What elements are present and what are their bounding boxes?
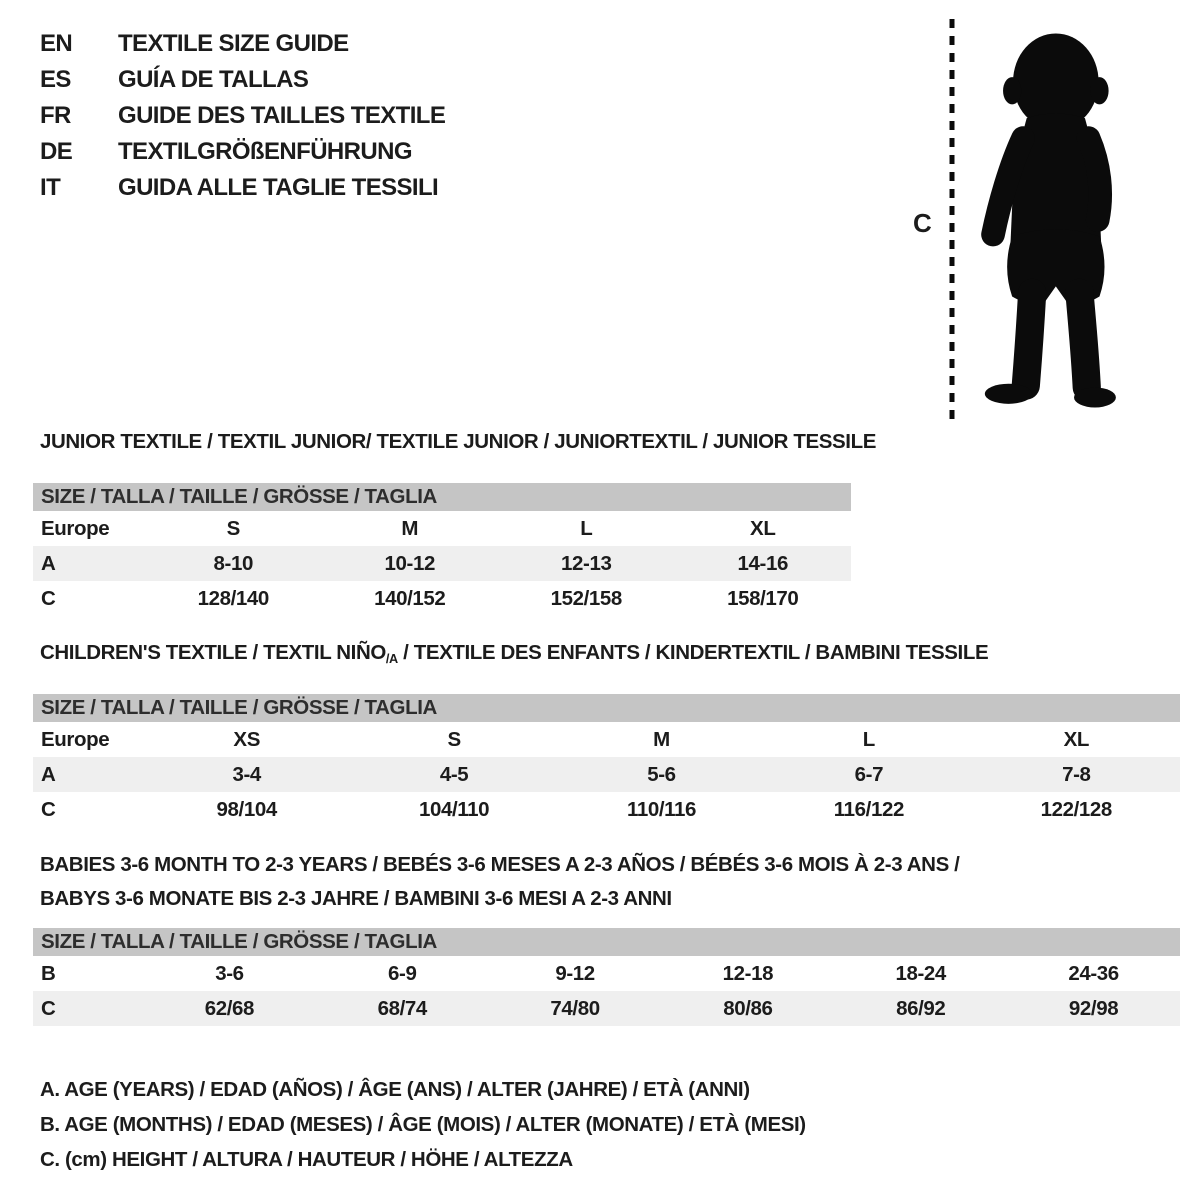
title-text: CHILDREN'S TEXTILE / TEXTIL NIÑO (40, 641, 386, 664)
height-cell: 128/140 (197, 586, 269, 610)
row-label: A (33, 757, 143, 792)
language-code: IT (40, 174, 61, 201)
height-cell: 122/128 (1040, 797, 1112, 821)
age-cell: 5-6 (558, 757, 765, 792)
title-subscript: /A (385, 650, 398, 666)
size-cell: XL (1063, 727, 1089, 751)
table-row (33, 511, 851, 546)
age-cell: 12-18 (722, 961, 774, 985)
height-figure (905, 12, 1190, 430)
language-title-list (40, 26, 445, 206)
guide-title: GUIDE DES TAILLES TEXTILE (118, 102, 446, 129)
height-cell: 74/80 (489, 991, 662, 1026)
height-cell: 158/170 (727, 586, 799, 610)
row-label: C (41, 586, 56, 610)
age-cell: 24-36 (1068, 961, 1119, 985)
list-item (40, 26, 445, 62)
babies-section-title (40, 848, 959, 916)
height-cell: 110/116 (626, 797, 696, 821)
guide-title: TEXTILE SIZE GUIDE (118, 30, 349, 57)
age-cell: 10-12 (322, 546, 499, 581)
row-label: C (41, 797, 56, 821)
age-cell: 12-13 (498, 546, 675, 581)
age-cell: 14-16 (675, 546, 852, 581)
age-cell: 3-4 (143, 757, 350, 792)
age-cell: 9-12 (555, 961, 595, 985)
height-cell: 104/110 (419, 797, 490, 821)
list-item (40, 134, 445, 170)
height-cell: 80/86 (661, 991, 834, 1026)
age-cell: 7-8 (973, 757, 1180, 792)
table-row (33, 722, 1180, 757)
size-cell: M (653, 727, 670, 751)
title-line: BABIES 3-6 MONTH TO 2-3 YEARS / BEBÉS 3-6 MESES A 2-3 AÑOS / BÉBÉS 3-6 MOIS À 2-3 ANS / (40, 853, 960, 876)
babies-size-table (33, 928, 1180, 1026)
table-row (33, 757, 1180, 792)
legend-line-c: C. (cm) HEIGHT / ALTURA / HAUTEUR / HÖHE / ALTEZZA (40, 1147, 573, 1171)
size-cell: M (401, 516, 419, 540)
list-item (40, 62, 445, 98)
height-cell: 140/152 (374, 586, 446, 610)
age-cell: 4-5 (350, 757, 557, 792)
table-row (33, 956, 1180, 991)
size-cell: S (447, 727, 461, 751)
language-code: ES (40, 66, 71, 93)
age-cell: 18-24 (895, 961, 946, 985)
measurement-legend (40, 1072, 806, 1177)
height-cell: 116/122 (833, 797, 904, 821)
guide-title: TEXTILGRÖßENFÜHRUNG (118, 138, 412, 165)
size-cell: XS (233, 727, 260, 751)
children-size-table (33, 694, 1180, 827)
height-cell: 98/104 (216, 797, 277, 821)
language-code: DE (40, 138, 73, 165)
table-row (33, 991, 1180, 1026)
row-label: B (41, 961, 56, 985)
language-code: FR (40, 102, 71, 129)
age-cell: 8-10 (145, 546, 322, 581)
height-measure-label: C (913, 208, 932, 238)
height-cell: 62/68 (143, 991, 316, 1026)
table-row (33, 581, 851, 616)
row-label: A (33, 546, 145, 581)
size-cell: S (226, 516, 240, 540)
toddler-silhouette-icon (963, 16, 1145, 424)
title-text: / TEXTILE DES ENFANTS / KINDERTEXTIL / BAMBINI TESSILE (397, 641, 989, 664)
age-cell: 6-9 (388, 961, 417, 985)
row-label: C (33, 991, 143, 1026)
children-section-title (40, 641, 988, 666)
age-cell: 6-7 (765, 757, 972, 792)
size-cell: L (862, 727, 875, 751)
legend-line-a: A. AGE (YEARS) / EDAD (AÑOS) / ÂGE (ANS) / ALTER (JAHRE) / ETÀ (ANNI) (40, 1077, 750, 1101)
language-code: EN (40, 30, 73, 57)
height-dashed-line (947, 17, 957, 422)
age-cell: 3-6 (215, 961, 244, 985)
height-cell: 92/98 (1007, 991, 1180, 1026)
height-cell: 86/92 (834, 991, 1007, 1026)
row-label: Europe (41, 727, 110, 751)
size-cell: XL (750, 516, 776, 540)
junior-section-title: JUNIOR TEXTILE / TEXTIL JUNIOR/ TEXTILE JUNIOR / JUNIORTEXTIL / JUNIOR TESSILE (40, 430, 876, 453)
legend-line-b: B. AGE (MONTHS) / EDAD (MESES) / ÂGE (MOIS) / ALTER (MONATE) / ETÀ (MESI) (40, 1112, 806, 1136)
table-row (33, 546, 851, 581)
title-line: BABYS 3-6 MONATE BIS 2-3 JAHRE / BAMBINI 3-6 MESI A 2-3 ANNI (40, 887, 672, 910)
size-cell: L (580, 516, 593, 540)
size-header-bar: SIZE / TALLA / TAILLE / GRÖSSE / TAGLIA (33, 694, 1180, 722)
list-item (40, 170, 445, 206)
size-header-bar: SIZE / TALLA / TAILLE / GRÖSSE / TAGLIA (33, 928, 1180, 956)
height-cell: 68/74 (316, 991, 489, 1026)
row-label: Europe (41, 516, 110, 540)
junior-size-table (33, 483, 851, 616)
list-item (40, 98, 445, 134)
size-header-bar: SIZE / TALLA / TAILLE / GRÖSSE / TAGLIA (33, 483, 851, 511)
height-cell: 152/158 (550, 586, 622, 610)
table-row (33, 792, 1180, 827)
guide-title: GUÍA DE TALLAS (118, 66, 309, 93)
guide-title: GUIDA ALLE TAGLIE TESSILI (118, 174, 439, 201)
